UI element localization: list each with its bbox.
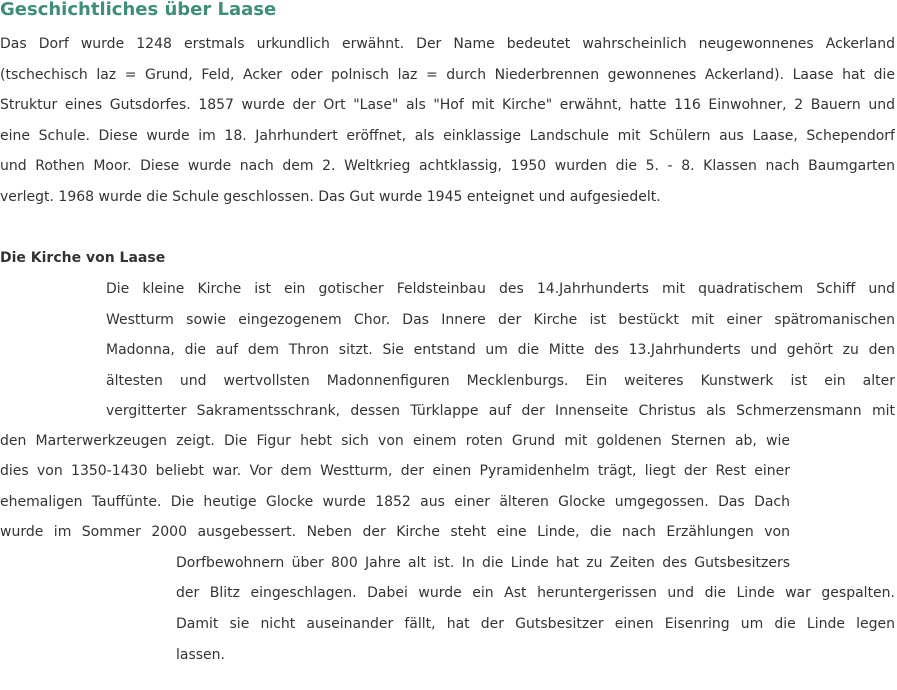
paragraph-line: (tschechisch laz = Grund, Feld, Acker oder polnisch laz = durch Niederbrennen gewonnenes Ackerland). Laase hat die [0, 67, 895, 83]
page-title: Geschichtliches über Laase [0, 0, 277, 20]
paragraph-line: Damit sie nicht auseinander fällt, hat der Gutsbesitzer einen Eisenring um die Linde legen [176, 616, 895, 632]
paragraph-line: Struktur eines Gutsdorfes. 1857 wurde der Ort "Lase" als "Hof mit Kirche" erwähnt, hatte 116 Einwohner, 2 Bauern und [0, 97, 895, 113]
paragraph-line: ältesten und wertvollsten Madonnenfiguren Mecklenburgs. Ein weiteres Kunstwerk ist ein alter [106, 373, 895, 389]
paragraph-line: eine Schule. Diese wurde im 18. Jahrhundert eröffnet, als einklassige Landschule mit Schülern aus Laase, Schependorf [0, 128, 895, 144]
paragraph-line: der Blitz eingeschlagen. Dabei wurde ein Ast heruntergerissen und die Linde war gespalten. [176, 585, 895, 601]
paragraph-line: ehemaligen Tauffünte. Die heutige Glocke wurde 1852 aus einer älteren Glocke umgegossen. Das Dach [0, 494, 790, 510]
paragraph-line: Westturm sowie eingezogenem Chor. Das Innere der Kirche ist bestückt mit einer spätromanischen [106, 312, 895, 328]
paragraph-line: verlegt. 1968 wurde die Schule geschlossen. Das Gut wurde 1945 enteignet und aufgesiedelt. [0, 189, 661, 205]
section-heading: Die Kirche von Laase [0, 250, 166, 266]
paragraph-line: lassen. [176, 647, 225, 663]
paragraph-line: vergitterter Sakramentsschrank, dessen Türklappe auf der Innenseite Christus als Schmerzensmann mit [106, 403, 895, 419]
paragraph-line: wurde im Sommer 2000 ausgebessert. Neben der Kirche steht eine Linde, die nach Erzählungen von [0, 524, 790, 540]
paragraph-line: Das Dorf wurde 1248 erstmals urkundlich erwähnt. Der Name bedeutet wahrscheinlich neugewonnenes Ackerland [0, 36, 895, 52]
paragraph-line: Madonna, die auf dem Thron sitzt. Sie entstand um die Mitte des 13.Jahrhunderts und gehört zu den [106, 342, 895, 358]
paragraph-line: dies von 1350-1430 beliebt war. Vor dem Westturm, der einen Pyramidenhelm trägt, liegt der Rest einer [0, 463, 790, 479]
paragraph-line: und Rothen Moor. Diese wurde nach dem 2. Weltkrieg achtklassig, 1950 wurden die 5. - 8. Klassen nach Baumgarten [0, 158, 895, 174]
paragraph-line: den Marterwerkzeugen zeigt. Die Figur hebt sich von einem roten Grund mit goldenen Sternen ab, wie [0, 433, 790, 449]
paragraph-line: Die kleine Kirche ist ein gotischer Feldsteinbau des 14.Jahrhunderts mit quadratischem Schiff und [106, 281, 895, 297]
paragraph-line: Dorfbewohnern über 800 Jahre alt ist. In die Linde hat zu Zeiten des Gutsbesitzers [176, 555, 790, 571]
